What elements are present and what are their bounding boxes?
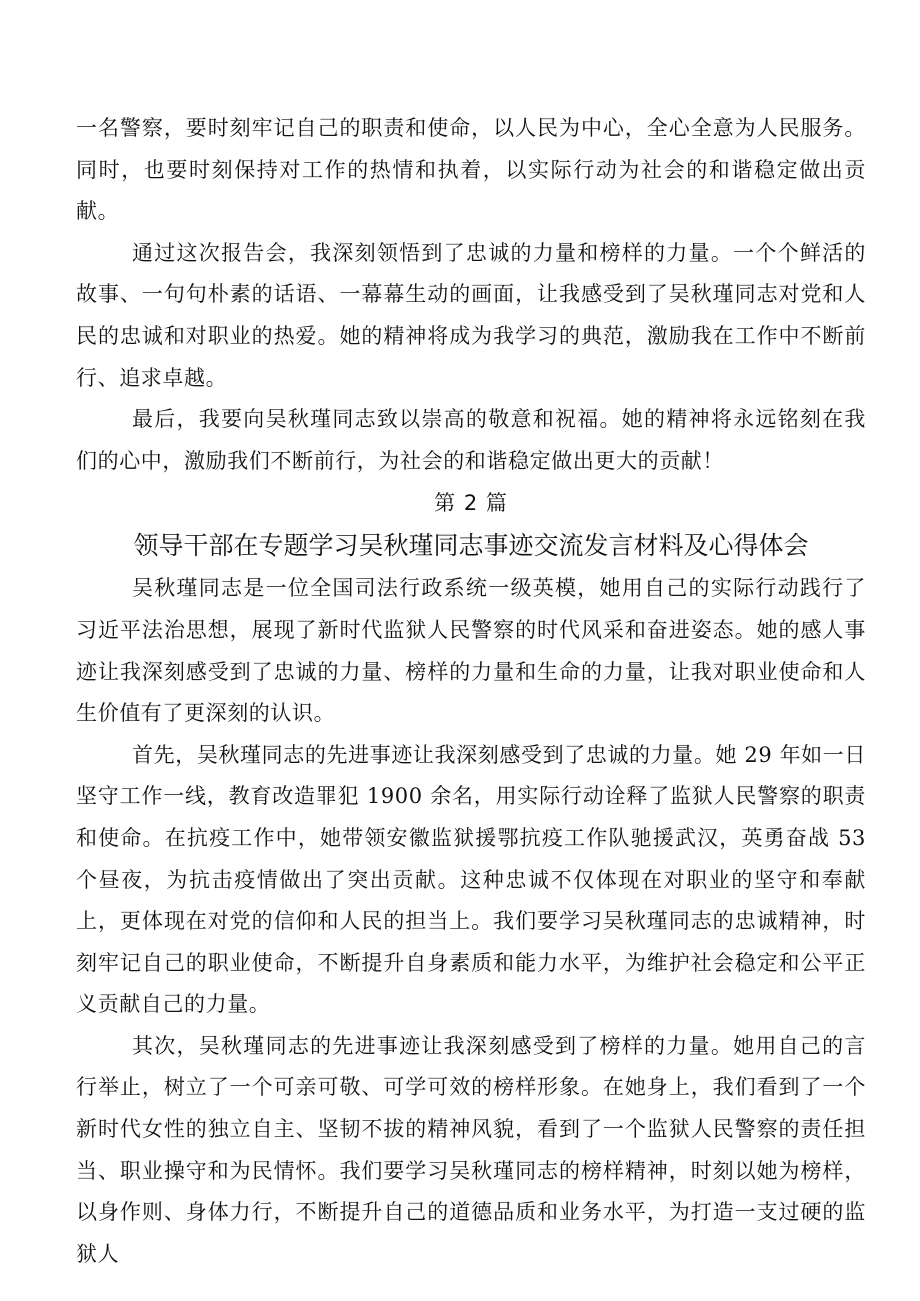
intro-paragraph-3: 最后，我要向吴秋瑾同志致以崇高的敬意和祝福。她的精神将永远铭刻在我们的心中，激励我们不断前行，为社会的和谐稳定做出更大的贡献！: [76, 407, 866, 473]
body-paragraph-1: 吴秋瑾同志是一位全国司法行政系统一级英模，她用自己的实际行动践行了习近平法治思想，展现了新时代监狱人民警察的时代风采和奋进姿态。她的感人事迹让我深刻感受到了忠诚的力量、榜样的力量和生命的力量，让我对职业使命和人生价值有了更深刻的认识。: [76, 576, 866, 726]
intro-paragraph-1: 一名警察，要时刻牢记自己的职责和使命，以人民为中心，全心全意为人民服务。同时，也要时刻保持对工作的热情和执着，以实际行动为社会的和谐稳定做出贡献。: [76, 116, 866, 224]
document-title: 领导干部在专题学习吴秋瑾同志事迹交流发言材料及心得体会: [133, 531, 809, 561]
chapter-heading: 第 2 篇: [434, 491, 508, 516]
body-paragraph-3: 其次，吴秋瑾同志的先进事迹让我深刻感受到了榜样的力量。她用自己的言行举止，树立了一个可亲可敬、可学可效的榜样形象。在她身上，我们看到了一个新时代女性的独立自主、坚韧不拔的精神风貌，看到了一个监狱人民警察的责任担当、职业操守和为民情怀。我们要学习吴秋瑾同志的榜样精神，时刻以她为榜样，以身作则、身体力行，不断提升自己的道德品质和业务水平，为打造一支过硬的监狱人: [76, 1033, 866, 1266]
body-paragraph-2: 首先，吴秋瑾同志的先进事迹让我深刻感受到了忠诚的力量。她 29 年如一日坚守工作一线，教育改造罪犯 1900 余名，用实际行动诠释了监狱人民警察的职责和使命。在抗疫工作中，她带领安徽监狱援鄂抗疫工作队驰援武汉，英勇奋战 53 个昼夜，为抗击疫情做出了突出贡献。这种忠诚不仅体现在对职业的坚守和奉献上，更体现在对党的信仰和人民的担当上。我们要学习吴秋瑾同志的忠诚精神，时刻牢记自己的职业使命，不断提升自身素质和能力水平，为维护社会稳定和公平正义贡献自己的力量。: [76, 742, 866, 1017]
document-page: [76, 108, 866, 1275]
intro-paragraph-2: 通过这次报告会，我深刻领悟到了忠诚的力量和榜样的力量。一个个鲜活的故事、一句句朴素的话语、一幕幕生动的画面，让我感受到了吴秋瑾同志对党和人民的忠诚和对职业的热爱。她的精神将成为我学习的典范，激励我在工作中不断前行、追求卓越。: [76, 240, 866, 390]
